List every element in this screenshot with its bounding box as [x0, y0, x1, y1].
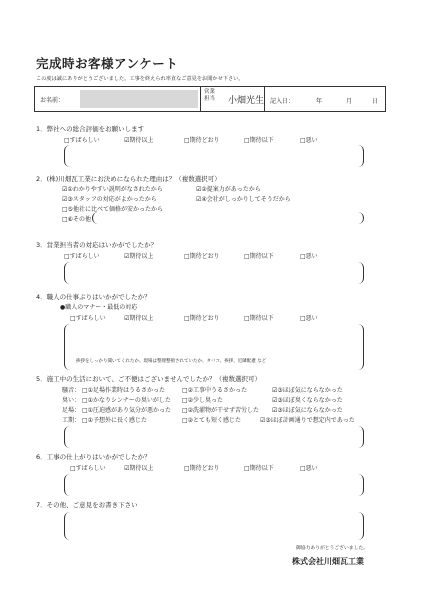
q2-title: 2．(株)川畑瓦工業にお決めになられた理由は？（複数選択可）	[36, 175, 221, 183]
q2-item[interactable]: □⑥その他	[62, 216, 92, 223]
tantou-label	[204, 89, 215, 103]
q5-row-label: 臭い：	[62, 397, 81, 404]
page-subtitle: この度は誠にありがとうございました。工事を終えられ率直なご意見をお聞かせ下さい。	[36, 76, 244, 82]
q5-option[interactable]: □②工事中うるさかった	[182, 387, 248, 394]
q6-comment-box[interactable]	[64, 474, 364, 496]
q3-title: 3．営業担当者の対応はいかがでしたか？	[36, 241, 158, 249]
q5-option[interactable]: □②洗濯物が干せず苦労した	[182, 407, 260, 414]
q3-option[interactable]: □すばらしい	[64, 253, 100, 260]
q4-option[interactable]: ☑期待以上	[124, 315, 154, 322]
divider	[200, 86, 201, 112]
q5-option[interactable]: ☑③ほぼ計画通りで想定内であった	[260, 417, 355, 424]
date-day: 日	[372, 98, 379, 105]
date-year: 年	[316, 98, 323, 105]
q5-option[interactable]: □①圧迫感があり気分が悪かった	[82, 407, 172, 414]
q4-option[interactable]: □悪い	[300, 315, 318, 322]
tantou-name: 小畑光生	[228, 96, 265, 106]
q3-option[interactable]: □期待どおり	[184, 253, 220, 260]
q5-option[interactable]: □①足場作業時はうるさかった	[82, 387, 166, 394]
q5-option[interactable]: □①かなりシンナーの臭いがした	[82, 397, 171, 404]
q5-option[interactable]: □①予想外に長く感じた	[82, 417, 148, 424]
tantou-label-1: 営業	[204, 89, 216, 95]
q4-option[interactable]: □期待以下	[244, 315, 274, 322]
date-month: 月	[346, 98, 353, 105]
q2-other-box[interactable]	[92, 212, 364, 224]
q5-row-label: 工期：	[62, 417, 81, 424]
q6-title: 6．工事の仕上がりはいかがでしたか？	[36, 453, 151, 461]
q3-option[interactable]: □悪い	[300, 253, 318, 260]
q6-option[interactable]: □期待どおり	[184, 465, 220, 472]
q5-comment-box[interactable]	[64, 426, 364, 448]
q1-comment-box[interactable]	[64, 145, 364, 167]
name-label: お名前：	[40, 97, 65, 104]
name-redacted-field[interactable]	[80, 90, 198, 108]
q1-option[interactable]: □すばらしい	[64, 137, 100, 144]
q6-option[interactable]: ☑期待以上	[124, 465, 154, 472]
q1-title: 1．弊社への総合評価をお願いします	[36, 125, 145, 133]
q1-option[interactable]: □悪い	[300, 137, 318, 144]
q4-option[interactable]: □すばらしい	[70, 315, 106, 322]
thanks-text: 御協力ありがとうございました。	[296, 546, 368, 551]
q6-option[interactable]: □悪い	[300, 465, 318, 472]
q2-item[interactable]: ☑①わかりやすい説明がなされたから	[62, 186, 163, 193]
q5-row-label: 騒音：	[62, 387, 81, 394]
q4-option[interactable]: □期待どおり	[184, 315, 220, 322]
q2-item[interactable]: ☑④会社がしっかりしてそうだから	[196, 196, 291, 203]
q3-option[interactable]: ☑期待以上	[124, 253, 154, 260]
q5-title: 5．施工中の生活において、ご不便はございませんでしたか？（複数選択可）	[36, 375, 262, 383]
q7-comment-box[interactable]	[64, 512, 364, 540]
q7-title: 7．その他、ご意見をお書き下さい	[36, 501, 138, 509]
q3-option[interactable]: □期待以下	[244, 253, 274, 260]
q5-option[interactable]: □②少し臭った	[182, 397, 224, 404]
date-label: 記入日：	[270, 98, 295, 105]
q5-row-label: 足場：	[62, 407, 81, 414]
q5-option[interactable]: ☑③ほぼ臭くならなかった	[272, 397, 343, 404]
q4-sub: ●職人のマナー・最低の対応	[60, 304, 138, 311]
q3-comment-box[interactable]	[64, 262, 364, 284]
q2-item[interactable]: ☑③スタッフの対応がよかったから	[62, 196, 157, 203]
divider	[264, 86, 265, 112]
q1-option[interactable]: □期待以下	[244, 137, 274, 144]
q5-option[interactable]: ☑③ほぼ気にならなかった	[272, 407, 343, 414]
q5-option[interactable]: ☑③ほぼ気にならなかった	[272, 387, 343, 394]
q1-option[interactable]: □期待どおり	[184, 137, 220, 144]
q4-title: 4．職人の仕事ぶりはいかがでしたか？	[36, 293, 151, 301]
q1-option[interactable]: ☑期待以上	[124, 137, 154, 144]
q2-item[interactable]: □⑤他社に比べて価格が安かったから	[62, 206, 164, 213]
q4-note: 挨拶をしっかり聞いてくれたか、現場は整理整頓されていたか、タバコ、挨拶、近隣配慮 など	[76, 359, 267, 364]
company-name: 株式会社川畑瓦工業	[292, 557, 364, 566]
q6-option[interactable]: □期待以下	[244, 465, 274, 472]
q6-option[interactable]: □すばらしい	[70, 465, 106, 472]
q2-item[interactable]: ☑②提案力があったから	[196, 186, 261, 193]
q5-option[interactable]: □②とても短く感じた	[182, 417, 242, 424]
tantou-label-2: 担当	[204, 96, 216, 102]
page-title: 完成時お客様アンケート	[36, 56, 179, 71]
